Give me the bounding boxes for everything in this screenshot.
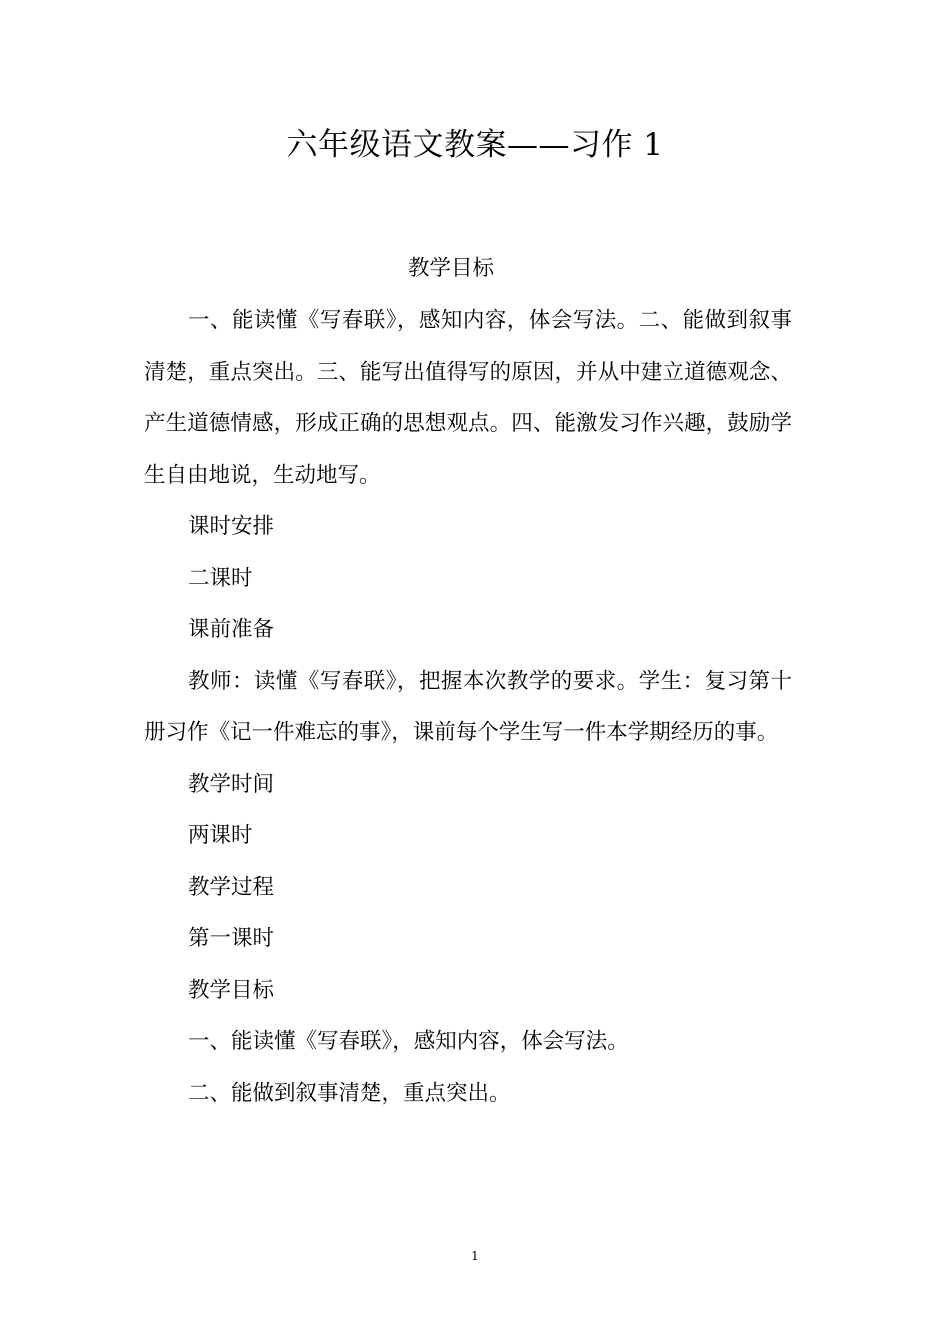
page-number: 1: [471, 1249, 479, 1263]
paragraph-objective-1: 一、能读懂《写春联》，感知内容，体会写法。: [188, 1029, 629, 1054]
section-heading-objectives: 教学目标: [407, 256, 494, 281]
paragraph-heading-schedule: 课时安排: [188, 514, 275, 539]
paragraph-objective-2: 二、能做到叙事清楚，重点突出。: [188, 1080, 511, 1106]
paragraph-preparation: 教师：读懂《写春联》，把握本次教学的要求。学生：复习第十册习作《记一件难忘的事》，课前每个学生写一件本学期经历的事。: [144, 668, 792, 745]
paragraph-first-lesson: 第一课时: [188, 926, 275, 951]
paragraph-heading-preparation: 课前准备: [188, 617, 275, 642]
paragraph-heading-objectives-2: 教学目标: [188, 977, 275, 1003]
paragraph-heading-process: 教学过程: [188, 874, 275, 900]
paragraph-schedule-value: 二课时: [188, 565, 253, 591]
document-body: [144, 256, 792, 1119]
document-title: 六年级语文教案——习作 1: [286, 127, 664, 163]
paragraph-teaching-time-value: 两课时: [188, 823, 253, 848]
paragraph-objectives-list: 一、能读懂《写春联》，感知内容，体会写法。二、能做到叙事清楚，重点突出。三、能写出值得写的原因，并从中建立道德观念、产生道德情感，形成正确的思想观点。四、能激发习作兴趣，鼓励学生自由地说，生动地写。: [144, 308, 792, 488]
paragraph-heading-teaching-time: 教学时间: [188, 771, 275, 797]
